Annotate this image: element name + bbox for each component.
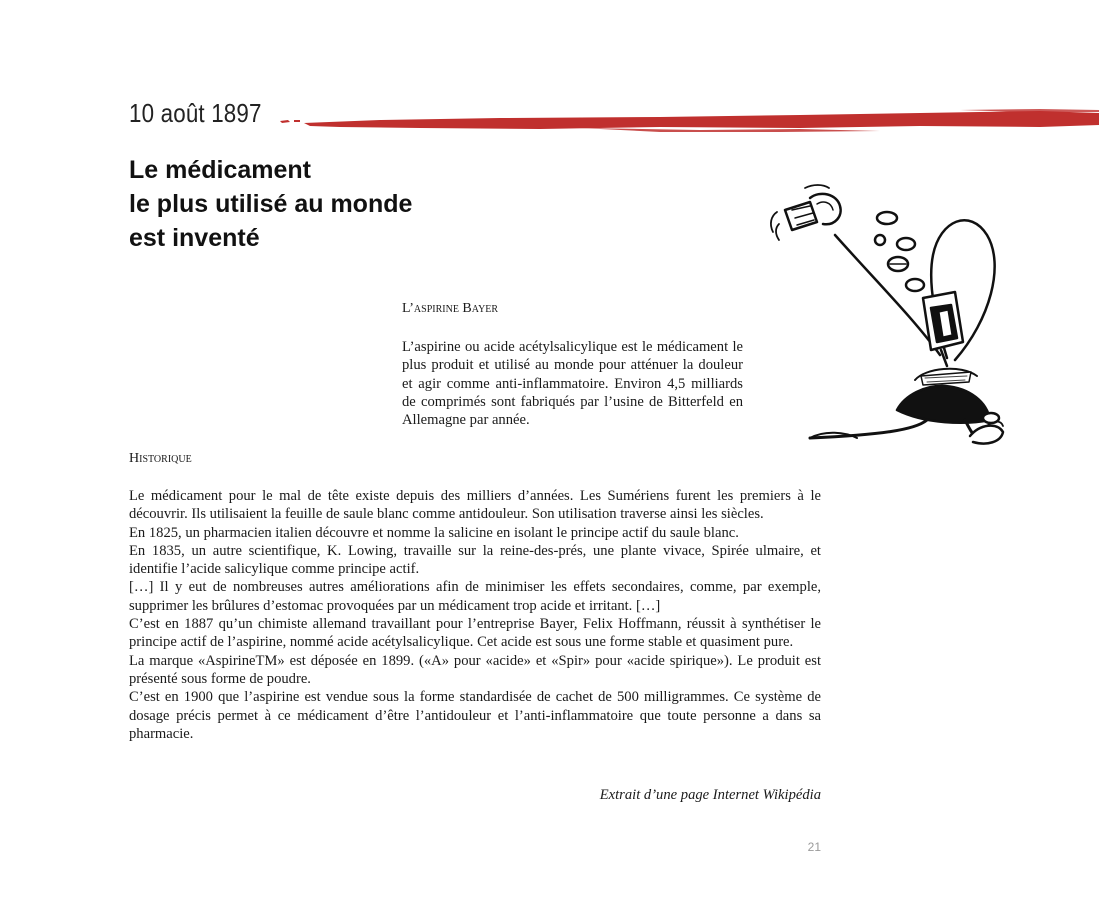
header-date: 10 août 1897 [129,98,262,128]
title-line-1: Le médicament [129,156,312,184]
source-citation: Extrait d’une page Internet Wikipédia [599,787,821,803]
history-paragraph: Le médicament pour le mal de tête existe depuis des milliers d’années. Les Sumériens furent les premiers à le découvrir. Ils utilisaient la feuille de saule blanc comme antidouleur. Son utilisation traverse ainsi les siècles. [129,488,821,523]
section-heading-aspirin: L’aspirine Bayer [402,301,499,316]
title-line-2: le plus utilisé au monde [129,190,413,218]
history-paragraph: C’est en 1900 que l’aspirine est vendue sous la forme standardisée de cachet de 500 milligrammes. Ce système de dosage précis permet à ce médicament d’être l’antidouleur et l’anti-inflammatoire que toute personne a dans sa pharmacie. [129,689,821,742]
section-heading-history: Historique [129,451,192,466]
page-number: 21 [807,840,821,854]
aspirin-character-icon [765,180,1005,448]
title-line-3: est inventé [129,224,260,252]
page-title [129,153,412,255]
history-paragraph: C’est en 1887 qu’un chimiste allemand travaillant pour l’entreprise Bayer, Felix Hoffmann, réussit à synthétiser le principe actif de l’aspirine, nommé acide acétylsalicylique. Cet acide est sous une forme stable et quasiment pure. [129,616,821,651]
red-brush-stroke-icon [280,108,1099,136]
history-paragraph: En 1835, un autre scientifique, K. Lowing, travaille sur la reine-des-prés, une plante vivace, Spirée ulmaire, et identifie l’acide salicylique comme principe actif. [129,542,821,578]
history-paragraph: La marque «AspirineTM» est déposée en 1899. («A» pour «acide» et «Spir» pour «acide spirique»). Le produit est présenté sous forme de poudre. [129,652,821,687]
history-body [129,487,821,743]
intro-paragraph: L’aspirine ou acide acétylsalicylique est le médicament le plus produit et utilisé au monde pour atténuer la douleur et agir comme anti-inflammatoire. Environ 4,5 milliards de comprimés sont fabriqués par l’usine de Bitterfeld en Allemagne par année. [402,339,743,429]
history-paragraph: […] Il y eut de nombreuses autres améliorations afin de minimiser les effets secondaires, comme, par exemple, supprimer les brûlures d’estomac provoquées par un médicament trop acide et irritant. […] [129,579,821,614]
history-paragraph: En 1825, un pharmacien italien découvre et nomme la salicine en isolant le principe actif du saule blanc. [129,524,739,541]
